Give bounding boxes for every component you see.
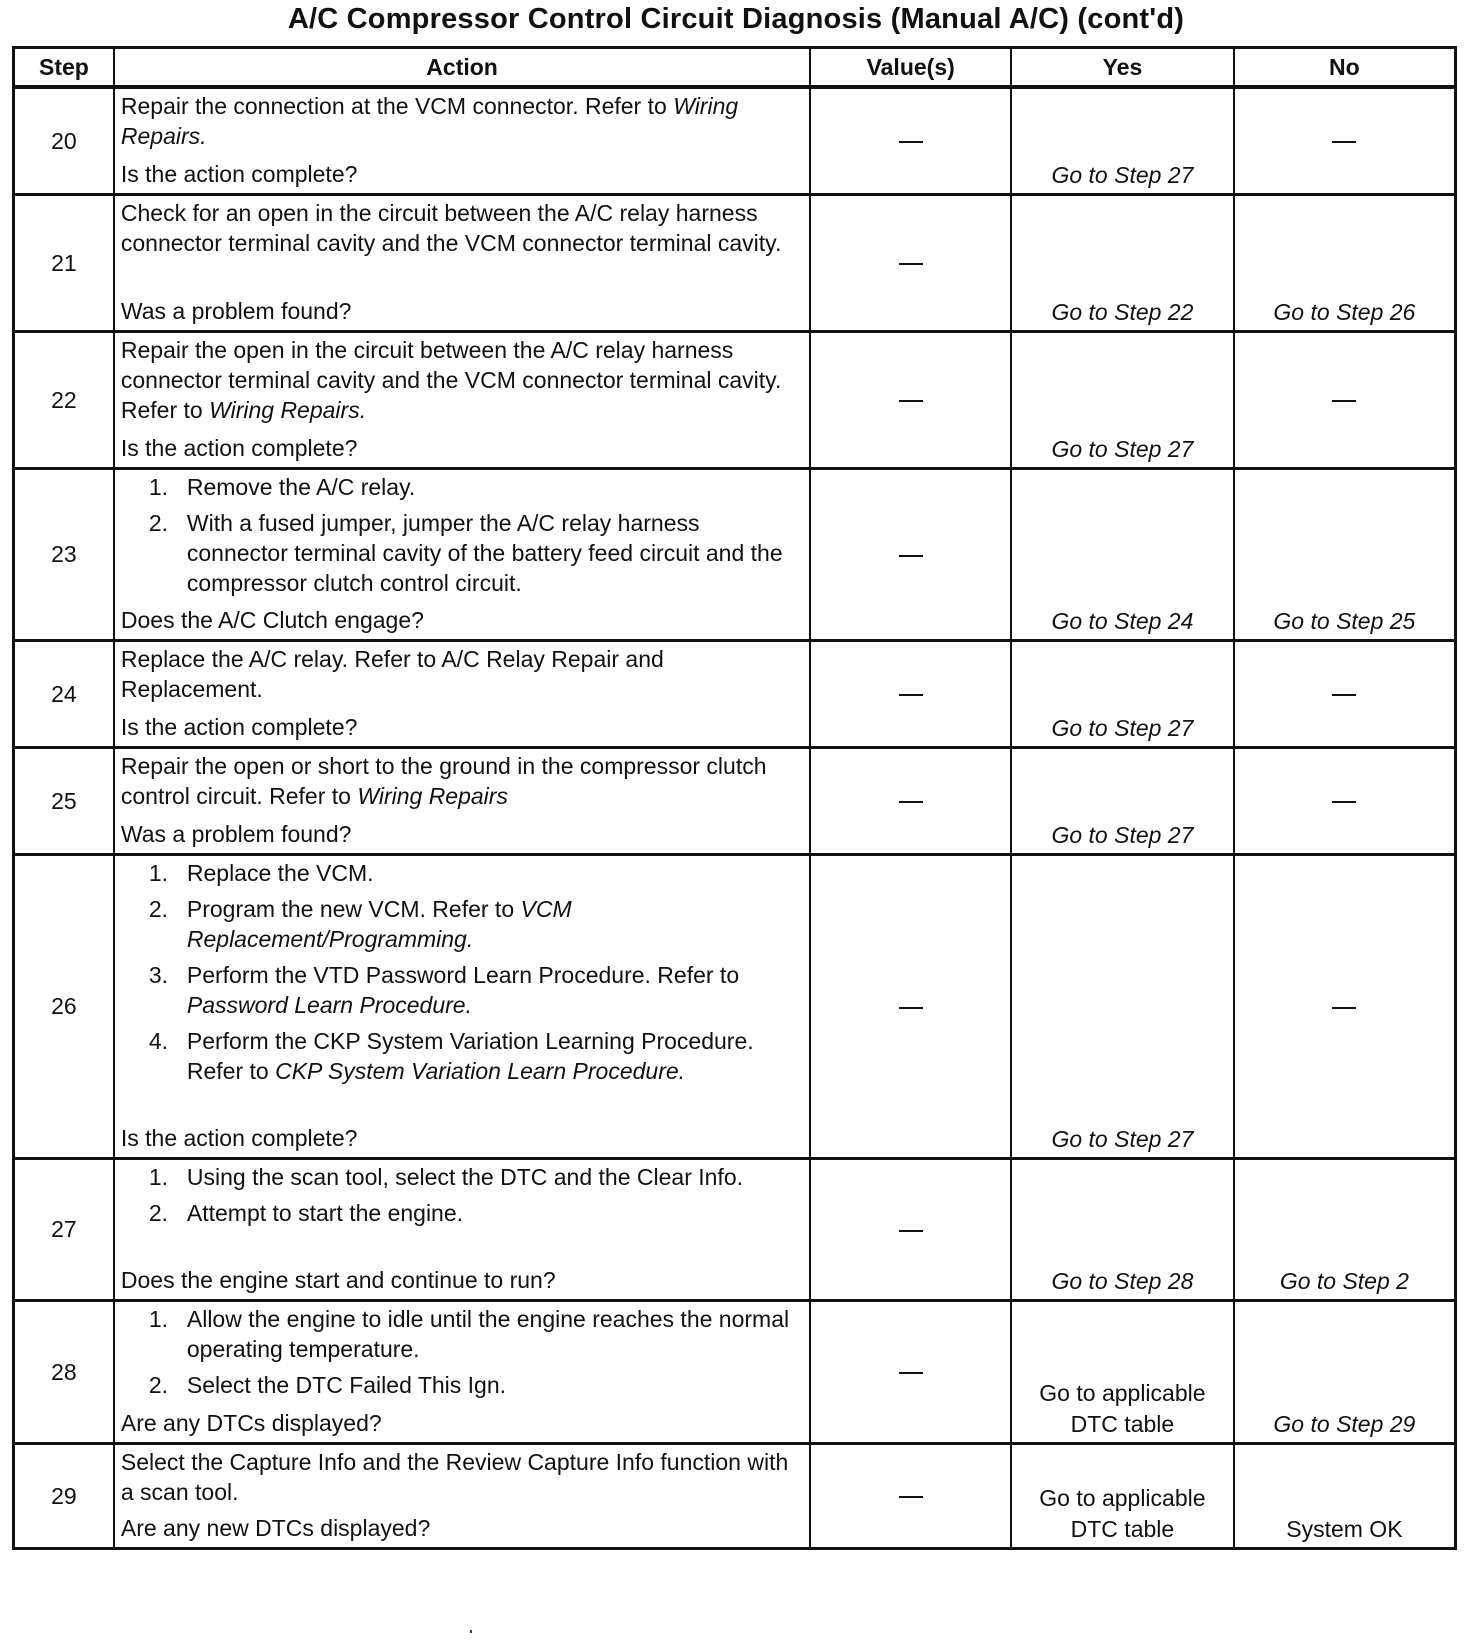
values-cell xyxy=(810,748,1011,855)
reference-link-text: Wiring Repairs xyxy=(357,783,508,809)
action-cell xyxy=(114,748,810,855)
list-item-text: Remove the A/C relay. xyxy=(186,474,416,500)
values-cell xyxy=(810,855,1011,1159)
list-item-text: Select the DTC Failed This Ign. xyxy=(186,1372,507,1398)
table-row xyxy=(14,1159,1456,1301)
column-header-action: Action xyxy=(114,48,810,88)
action-text xyxy=(121,335,799,425)
list-item xyxy=(121,472,799,502)
action-steps-list xyxy=(121,858,799,1086)
diagnosis-table xyxy=(12,46,1457,1550)
list-item-text: Perform the VTD Password Learn Procedure. Refer to xyxy=(186,962,740,988)
yes-result: Go to Step 27 xyxy=(1011,332,1234,469)
no-result-dash xyxy=(1234,332,1456,469)
action-question: Are any DTCs displayed? xyxy=(120,1410,382,1436)
values-cell xyxy=(810,1301,1011,1444)
list-item-number: 1. xyxy=(148,474,169,500)
action-text-part: Check for an open in the circuit between the A/C relay harness connector terminal cavity and the VCM connector terminal cavity. xyxy=(120,200,782,256)
action-text-part: Replace the A/C relay. Refer to A/C Relay Repair and Replacement. xyxy=(120,646,664,702)
em-dash-mark xyxy=(899,400,923,402)
yes-result: Go to applicable DTC table xyxy=(1011,1301,1234,1444)
table-row xyxy=(14,195,1456,332)
action-text-part: Repair the open in the circuit between the A/C relay harness connector terminal cavity and the VCM connector terminal cavity. Refer to xyxy=(120,337,782,423)
action-cell xyxy=(114,641,810,748)
em-dash-mark xyxy=(1332,400,1356,402)
action-question: Is the action complete? xyxy=(120,435,358,461)
no-result: Go to Step 29 xyxy=(1234,1301,1456,1444)
reference-link-text: Wiring Repairs. xyxy=(209,397,367,423)
table-row xyxy=(14,748,1456,855)
em-dash-mark xyxy=(899,141,923,143)
list-item-number: 2. xyxy=(148,1372,169,1398)
step-number: 23 xyxy=(14,469,114,641)
list-item-number: 2. xyxy=(148,896,169,922)
em-dash-mark xyxy=(1332,141,1356,143)
em-dash-mark xyxy=(1332,801,1356,803)
column-header-step: Step xyxy=(14,48,114,88)
action-text-part: Repair the open or short to the ground in the compressor clutch control circuit. Refer to xyxy=(120,753,767,809)
action-cell xyxy=(114,1159,810,1301)
list-item xyxy=(121,1198,799,1228)
table-row xyxy=(14,332,1456,469)
no-result-dash xyxy=(1234,641,1456,748)
action-steps-list xyxy=(121,1304,799,1400)
action-cell xyxy=(114,1444,810,1549)
reference-link-text: Password Learn Procedure. xyxy=(186,992,472,1018)
no-result-dash xyxy=(1234,748,1456,855)
no-result: System OK xyxy=(1234,1444,1456,1549)
list-item-number: 1. xyxy=(148,1164,169,1190)
em-dash-mark xyxy=(899,1007,923,1009)
yes-result: Go to Step 27 xyxy=(1011,641,1234,748)
list-item-text: Using the scan tool, select the DTC and the Clear Info. xyxy=(186,1164,743,1190)
list-item-text: Perform the CKP System Variation Learning Procedure. Refer to xyxy=(186,1028,754,1084)
action-text xyxy=(121,91,799,151)
table-row xyxy=(14,1444,1456,1549)
values-cell xyxy=(810,469,1011,641)
action-cell xyxy=(114,332,810,469)
list-item-number: 4. xyxy=(148,1028,169,1054)
reference-link-text: CKP System Variation Learn Procedure. xyxy=(275,1058,686,1084)
list-item-number: 1. xyxy=(148,860,169,886)
action-text xyxy=(121,1447,799,1507)
em-dash-mark xyxy=(1332,1007,1356,1009)
values-cell xyxy=(810,641,1011,748)
em-dash-mark xyxy=(1332,694,1356,696)
table-row xyxy=(14,641,1456,748)
step-number: 22 xyxy=(14,332,114,469)
action-text xyxy=(121,751,799,811)
em-dash-mark xyxy=(899,1372,923,1374)
table-row xyxy=(14,1301,1456,1444)
list-item-number: 2. xyxy=(148,1200,169,1226)
values-cell xyxy=(810,195,1011,332)
step-number: 26 xyxy=(14,855,114,1159)
reference-link-text: Wiring Repairs. xyxy=(120,93,739,149)
action-question: Is the action complete? xyxy=(120,714,358,740)
action-cell xyxy=(114,469,810,641)
list-item xyxy=(121,858,799,888)
table-row xyxy=(14,855,1456,1159)
action-text-part: Repair the connection at the VCM connector. Refer to xyxy=(120,93,674,119)
action-question: Does the A/C Clutch engage? xyxy=(120,607,424,633)
step-number: 28 xyxy=(14,1301,114,1444)
no-result-dash xyxy=(1234,855,1456,1159)
list-item xyxy=(121,1026,799,1086)
column-header-no: No xyxy=(1234,48,1456,88)
em-dash-mark xyxy=(899,555,923,557)
yes-result: Go to Step 27 xyxy=(1011,87,1234,195)
list-item xyxy=(121,508,799,598)
yes-result: Go to Step 27 xyxy=(1011,855,1234,1159)
action-text xyxy=(121,198,799,258)
action-text xyxy=(121,644,799,704)
action-question: Was a problem found? xyxy=(120,821,352,847)
values-cell xyxy=(810,1159,1011,1301)
list-item-number: 1. xyxy=(148,1306,169,1332)
no-result: Go to Step 26 xyxy=(1234,195,1456,332)
step-number: 20 xyxy=(14,87,114,195)
step-number: 29 xyxy=(14,1444,114,1549)
action-cell xyxy=(114,195,810,332)
action-cell xyxy=(114,87,810,195)
reference-link-text: VCM Replacement/Programming. xyxy=(186,896,572,952)
step-number: 21 xyxy=(14,195,114,332)
table-header-row xyxy=(14,48,1456,88)
table-row xyxy=(14,87,1456,195)
action-cell xyxy=(114,855,810,1159)
no-result: Go to Step 25 xyxy=(1234,469,1456,641)
list-item-text: Program the new VCM. Refer to xyxy=(186,896,521,922)
values-cell xyxy=(810,332,1011,469)
list-item xyxy=(121,1162,799,1192)
list-item xyxy=(121,1304,799,1364)
action-question: Was a problem found? xyxy=(120,298,352,324)
yes-result: Go to Step 22 xyxy=(1011,195,1234,332)
action-question: Does the engine start and continue to run? xyxy=(120,1267,556,1293)
em-dash-mark xyxy=(899,1230,923,1232)
action-question: Is the action complete? xyxy=(120,1125,358,1151)
step-number: 27 xyxy=(14,1159,114,1301)
page-title: A/C Compressor Control Circuit Diagnosis (Manual A/C) (cont'd) xyxy=(287,3,1185,35)
no-result: Go to Step 2 xyxy=(1234,1159,1456,1301)
action-text-part: Select the Capture Info and the Review Capture Info function with a scan tool. xyxy=(120,1449,789,1505)
yes-result: Go to applicable DTC table xyxy=(1011,1444,1234,1549)
step-number: 25 xyxy=(14,748,114,855)
yes-result: Go to Step 28 xyxy=(1011,1159,1234,1301)
em-dash-mark xyxy=(899,1496,923,1498)
list-item-number: 2. xyxy=(148,510,169,536)
list-item-text: Attempt to start the engine. xyxy=(186,1200,464,1226)
values-cell xyxy=(810,87,1011,195)
table-row xyxy=(14,469,1456,641)
em-dash-mark xyxy=(899,801,923,803)
list-item-text: With a fused jumper, jumper the A/C relay harness connector terminal cavity of the battery feed circuit and the compressor clutch control circuit. xyxy=(186,510,783,596)
action-cell xyxy=(114,1301,810,1444)
list-item-text: Allow the engine to idle until the engine reaches the normal operating temperature. xyxy=(186,1306,790,1362)
list-item-number: 3. xyxy=(148,962,169,988)
yes-result: Go to Step 24 xyxy=(1011,469,1234,641)
list-item xyxy=(121,1370,799,1400)
no-result-dash xyxy=(1234,87,1456,195)
action-question: Are any new DTCs displayed? xyxy=(120,1515,431,1541)
em-dash-mark xyxy=(899,263,923,265)
values-cell xyxy=(810,1444,1011,1549)
list-item-text: Replace the VCM. xyxy=(186,860,374,886)
list-item xyxy=(121,894,799,954)
column-header-yes: Yes xyxy=(1011,48,1234,88)
em-dash-mark xyxy=(899,694,923,696)
column-header-values: Value(s) xyxy=(810,48,1011,88)
action-steps-list xyxy=(121,1162,799,1228)
step-number: 24 xyxy=(14,641,114,748)
action-question: Is the action complete? xyxy=(120,161,358,187)
action-steps-list xyxy=(121,472,799,598)
yes-result: Go to Step 27 xyxy=(1011,748,1234,855)
scan-speck xyxy=(470,1630,472,1633)
list-item xyxy=(121,960,799,1020)
